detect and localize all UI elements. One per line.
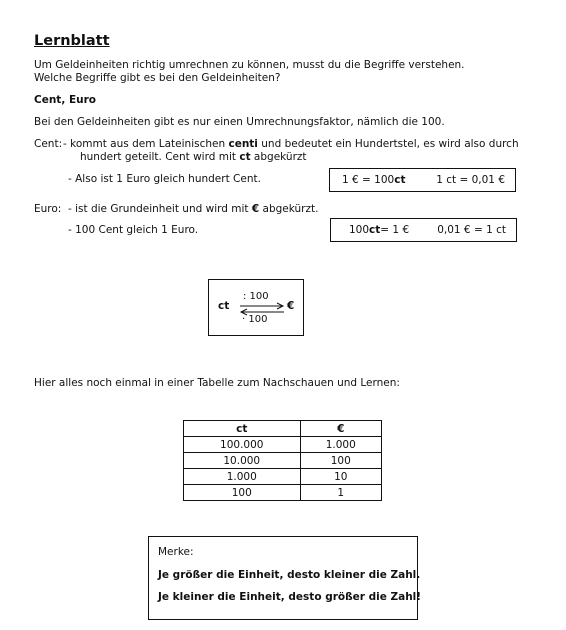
intro-line-2: Welche Begriffe gibt es bei den Geldeinheiten? — [34, 72, 281, 84]
table-cell: 100.000 — [184, 437, 301, 453]
box-text: = 1 € — [380, 224, 410, 236]
euro-conversion-box — [330, 218, 517, 242]
euro-desc-text: - ist die Grundeinheit und wird mit — [68, 203, 252, 215]
merke-heading: Merke: — [158, 546, 194, 558]
cent-desc-text: - kommt aus dem Lateinischen — [63, 138, 229, 150]
subheading: Cent, Euro — [34, 94, 97, 106]
euro-desc-text: abgekürzt. — [259, 203, 319, 215]
merke-box — [148, 536, 422, 620]
merke-line-2: Je kleiner die Einheit, desto größer die Zahl! — [158, 591, 422, 603]
cent-note: - Also ist 1 Euro gleich hundert Cent. — [68, 173, 261, 185]
cent-desc-text: hundert geteilt. Cent wird mit — [80, 151, 240, 163]
conversion-table — [183, 420, 382, 501]
euro-box-left — [349, 219, 409, 241]
cent-desc-text: abgekürzt — [250, 151, 307, 163]
table-cell: 100 — [184, 485, 301, 501]
diagram-left-unit: ct — [218, 300, 230, 312]
cent-desc-bold: ct — [239, 151, 251, 163]
table-cell: 10.000 — [184, 453, 301, 469]
cent-conversion-box — [329, 168, 516, 192]
diagram-right-unit: € — [287, 300, 295, 312]
intro-line-1: Um Geldeinheiten richtig umrechnen zu können, musst du die Begriffe verstehen. — [34, 59, 465, 71]
box-text: 1 € = 100 — [342, 174, 395, 186]
euro-box-right: 0,01 € = 1 ct — [437, 224, 506, 236]
euro-note: - 100 Cent gleich 1 Euro. — [68, 224, 199, 236]
cent-desc-bold: centi — [228, 138, 258, 150]
merke-line-1: Je größer die Einheit, desto kleiner die Zahl. — [158, 569, 421, 581]
euro-label: Euro: — [34, 203, 62, 215]
box-text-bold: ct — [369, 224, 381, 236]
table-cell: 10 — [300, 469, 381, 485]
box-text-bold: ct — [394, 174, 406, 186]
euro-description — [68, 203, 318, 215]
cent-box-left — [342, 169, 405, 191]
cent-desc-text: und bedeutet ein Hundertstel, es wird also durch — [257, 138, 519, 150]
conversion-diagram — [208, 279, 304, 336]
table-intro: Hier alles noch einmal in einer Tabelle zum Nachschauen und Lernen: — [34, 377, 400, 389]
table-cell: 1.000 — [300, 437, 381, 453]
page-title: Lernblatt — [34, 33, 110, 49]
table-cell: 1.000 — [184, 469, 301, 485]
table-cell: 100 — [300, 453, 381, 469]
cent-description-line-1 — [63, 138, 519, 150]
cent-description-line-2 — [80, 151, 307, 163]
table-cell: 1 — [300, 485, 381, 501]
box-text: 100 — [349, 224, 370, 236]
diagram-top-operation: : 100 — [243, 291, 269, 302]
diagram-bottom-operation: · 100 — [242, 314, 268, 325]
cent-box-right: 1 ct = 0,01 € — [436, 174, 505, 186]
cent-label: Cent: — [34, 138, 63, 150]
factor-sentence: Bei den Geldeinheiten gibt es nur einen Umrechnungsfaktor, nämlich die 100. — [34, 116, 445, 128]
euro-desc-bold: € — [251, 203, 260, 215]
table-row — [184, 453, 382, 469]
table-row — [184, 485, 382, 501]
table-row — [184, 469, 382, 485]
table-header-euro: € — [300, 421, 381, 437]
table-header-ct: ct — [184, 421, 301, 437]
table-row — [184, 437, 382, 453]
table-header-row — [184, 421, 382, 437]
